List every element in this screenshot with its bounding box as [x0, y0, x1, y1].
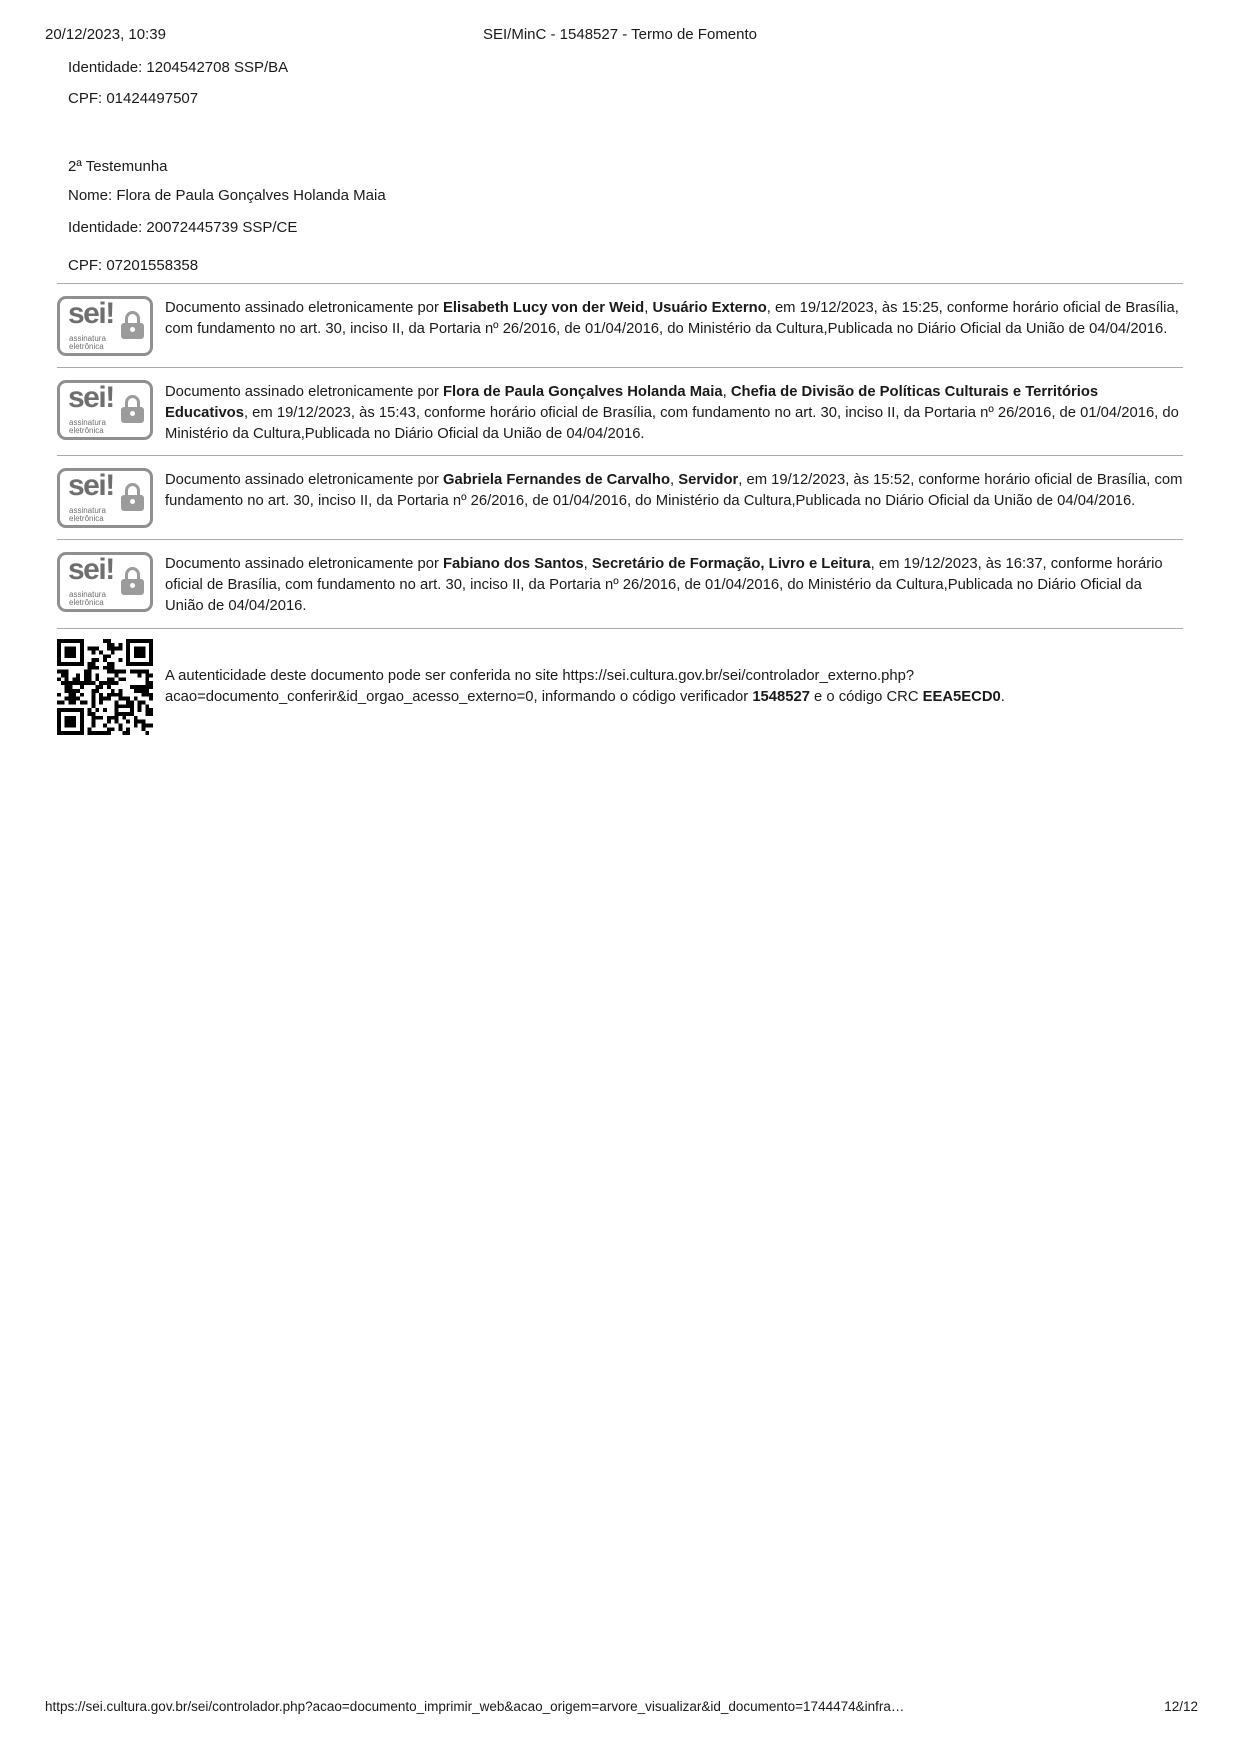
- page-header: [0, 26, 1240, 48]
- lock-icon: [121, 483, 144, 512]
- sei-signature-badge: [57, 296, 153, 356]
- verification-line-2: acao=documento_conferir&id_orgao_acesso_externo=0, informando o código verificador 1548527 e o código CRC EEA5ECD0.: [165, 688, 1005, 705]
- signature-table: [57, 283, 1183, 747]
- signature-statement-1: Documento assinado eletronicamente por Elisabeth Lucy von der Weid, Usuário Externo, em 19/12/2023, às 15:25, conforme horário oficial de Brasília, com fundamento no art. 30, inciso II, da Portaria nº 26/2016, de 01/04/2016, do Ministério da Cultura,Publicada no Diário Oficial da União de 04/04/2016.: [165, 300, 1179, 337]
- lock-icon: [121, 395, 144, 424]
- sei-logo-subtitle: assinatura eletrônica: [69, 590, 106, 608]
- signature-row-4: [57, 539, 1183, 627]
- verification-row: [57, 628, 1183, 747]
- identification-block: [68, 58, 386, 275]
- cpf-line-1: CPF: 01424497507: [68, 90, 199, 107]
- sei-logo: sei!: [68, 553, 114, 587]
- qr-code-icon: [57, 639, 153, 735]
- cpf-line-2: CPF: 07201558358: [68, 257, 199, 274]
- sei-logo-subtitle: assinatura eletrônica: [69, 506, 106, 524]
- identity-line-2: Identidade: 20072445739 SSP/CE: [68, 219, 298, 236]
- sei-logo: sei!: [68, 297, 114, 330]
- signature-row-1: [57, 283, 1183, 367]
- signature-statement-3: Documento assinado eletronicamente por Gabriela Fernandes de Carvalho, Servidor, em 19/12/2023, às 15:52, conforme horário oficial de Brasília, com fundamento no art. 30, inciso II, da Portaria nº 26/2016, de 01/04/2016, do Ministério da Cultura,Publicada no Diário Oficial da União de 04/04/2016.: [165, 472, 1183, 510]
- footer-url: https://sei.cultura.gov.br/sei/controlador.php?acao=documento_imprimir_web&acao_origem=arvore_visualizar&id_documento=1744474&infra…: [45, 1699, 905, 1714]
- sei-signature-badge: [57, 468, 153, 528]
- verification-text: [165, 666, 1183, 708]
- sei-logo-subtitle: assinatura eletrônica: [69, 334, 106, 351]
- verification-line-1: A autenticidade deste documento pode ser conferida no site https://sei.cultura.gov.br/sei/controlador_externo.php?: [165, 667, 915, 684]
- sei-logo: sei!: [68, 469, 114, 503]
- sei-signature-badge: [57, 552, 153, 612]
- sei-logo: sei!: [68, 381, 114, 414]
- second-witness-heading: 2ª Testemunha: [68, 158, 168, 175]
- footer-page-indicator: 12/12: [1164, 1699, 1198, 1714]
- lock-icon: [121, 311, 144, 340]
- signature-statement-2: Documento assinado eletronicamente por Flora de Paula Gonçalves Holanda Maia, Chefia de Divisão de Políticas Culturais e Territórios Educativos, em 19/12/2023, às 15:43, conforme horário oficial de Brasília, com fundamento no art. 30, inciso II, da Portaria nº 26/2016, de 01/04/2016, do Ministério da Cultura,Publicada no Diário Oficial da União de 04/04/2016.: [165, 384, 1179, 442]
- header-document-title: SEI/MinC - 1548527 - Termo de Fomento: [482, 26, 758, 43]
- signature-row-2: [57, 367, 1183, 455]
- sei-signature-badge: [57, 380, 153, 440]
- signature-row-3: [57, 455, 1183, 539]
- header-datetime: 20/12/2023, 10:39: [45, 26, 166, 43]
- lock-icon: [121, 567, 144, 596]
- sei-logo-subtitle: assinatura eletrônica: [69, 418, 106, 435]
- identity-line-1: Identidade: 1204542708 SSP/BA: [68, 59, 289, 76]
- signature-statement-4: Documento assinado eletronicamente por Fabiano dos Santos, Secretário de Formação, Livro e Leitura, em 19/12/2023, às 16:37, conforme horário oficial de Brasília, com fundamento no art. 30, inciso II, da Portaria nº 26/2016, de 01/04/2016, do Ministério da Cultura,Publicada no Diário Oficial da União de 04/04/2016.: [165, 556, 1163, 614]
- witness-name-line: Nome: Flora de Paula Gonçalves Holanda Maia: [68, 187, 386, 204]
- page-footer: [45, 1699, 1198, 1714]
